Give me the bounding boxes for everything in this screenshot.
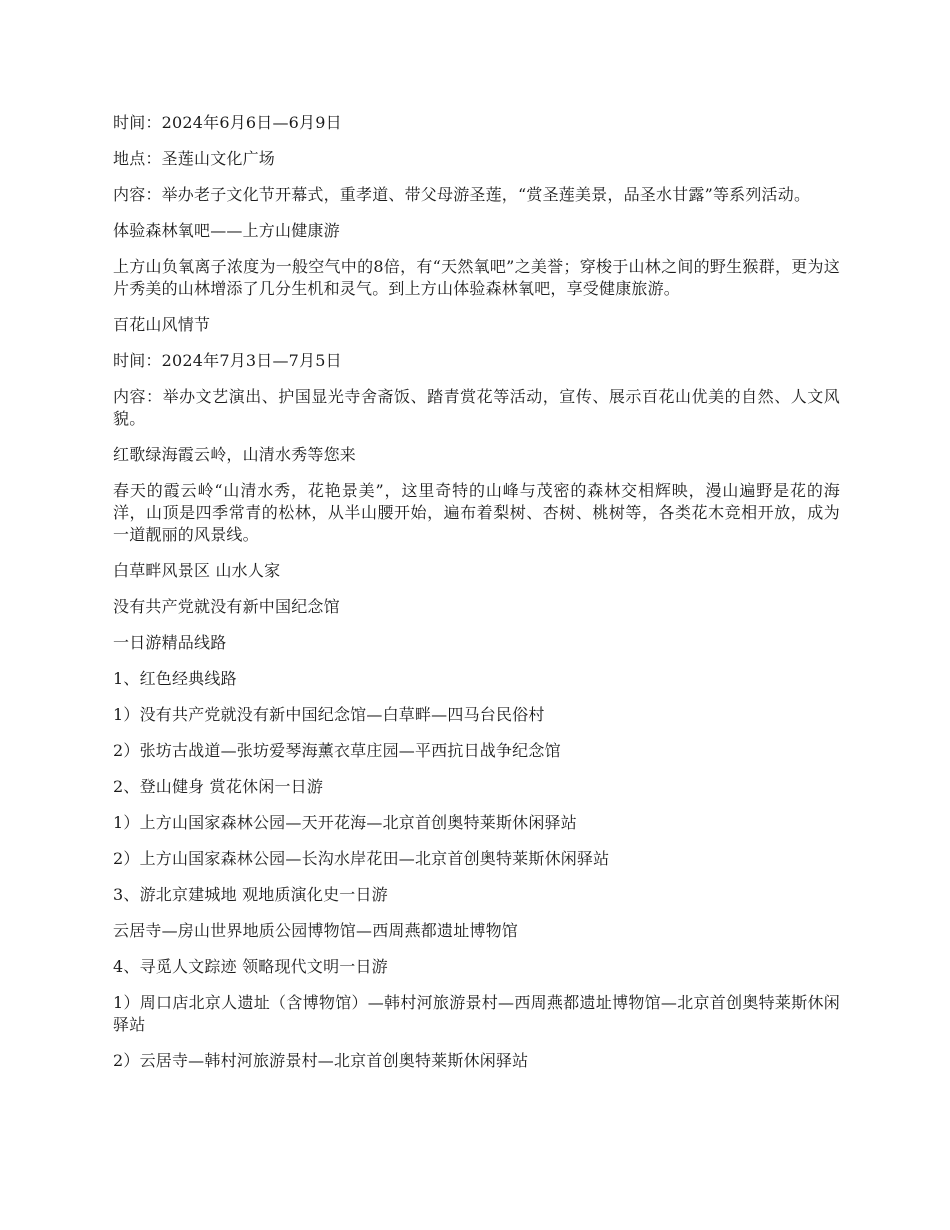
event-location-line: 地点：圣莲山文化广场	[113, 149, 276, 168]
route-group-3-heading: 3、游北京建城地 观地质演化史一日游	[113, 885, 388, 904]
route-item: 2）张坊古战道—张坊爱琴海薰衣草庄园—平西抗日战争纪念馆	[113, 741, 561, 760]
section-heading-baihuashan: 百花山风情节	[113, 315, 211, 334]
document-body	[113, 112, 840, 1086]
baihuashan-content-paragraph: 内容：举办文艺演出、护国显光寺舍斋饭、踏青赏花等活动，宣传、展示百花山优美的自然、人文风貌。	[113, 387, 840, 428]
route-group-2-heading: 2、登山健身 赏花休闲一日游	[113, 777, 324, 796]
route-item: 2）云居寺—韩村河旅游景村—北京首创奥特莱斯休闲驿站	[113, 1051, 529, 1070]
shangfangshan-paragraph: 上方山负氧离子浓度为一般空气中的8倍，有“天然氧吧”之美誉；穿梭于山林之间的野生猴群，更为这片秀美的山林增添了几分生机和灵气。到上方山体验森林氧吧，享受健康旅游。	[113, 257, 840, 298]
route-item: 云居寺—房山世界地质公园博物馆—西周燕都遗址博物馆	[113, 921, 519, 940]
event-time-line: 时间：2024年6月6日—6月9日	[113, 113, 342, 132]
section-heading-shangfangshan: 体验森林氧吧——上方山健康游	[113, 221, 340, 240]
route-item: 1）没有共产党就没有新中国纪念馆—白草畔—四马台民俗村	[113, 705, 545, 724]
route-item: 2）上方山国家森林公园—长沟水岸花田—北京首创奥特莱斯休闲驿站	[113, 849, 610, 868]
event-content-paragraph: 内容：举办老子文化节开幕式，重孝道、带父母游圣莲，“赏圣莲美景，品圣水甘露”等系列活动。	[113, 185, 811, 204]
section-heading-baicaopan: 白草畔风景区 山水人家	[113, 561, 281, 580]
route-group-1-heading: 1、红色经典线路	[113, 669, 237, 688]
route-item: 1）周口店北京人遗址（含博物馆）—韩村河旅游景村—西周燕都遗址博物馆—北京首创奥特莱斯休闲驿站	[113, 993, 840, 1034]
section-heading-day-trips: 一日游精品线路	[113, 633, 227, 652]
xiayunling-paragraph: 春天的霞云岭“山清水秀，花艳景美”，这里奇特的山峰与茂密的森林交相辉映，漫山遍野是花的海洋，山顶是四季常青的松林，从半山腰开始，遍布着梨树、杏树、桃树等，各类花木竞相开放，成为一道靓丽的风景线。	[113, 481, 840, 544]
route-group-4-heading: 4、寻觅人文踪迹 领略现代文明一日游	[113, 957, 388, 976]
baihuashan-time-line: 时间：2024年7月3日—7月5日	[113, 351, 342, 370]
route-item: 1）上方山国家森林公园—天开花海—北京首创奥特莱斯休闲驿站	[113, 813, 577, 832]
section-heading-memorial: 没有共产党就没有新中国纪念馆	[113, 597, 340, 616]
section-heading-xiayunling: 红歌绿海霞云岭，山清水秀等您来	[113, 445, 357, 464]
